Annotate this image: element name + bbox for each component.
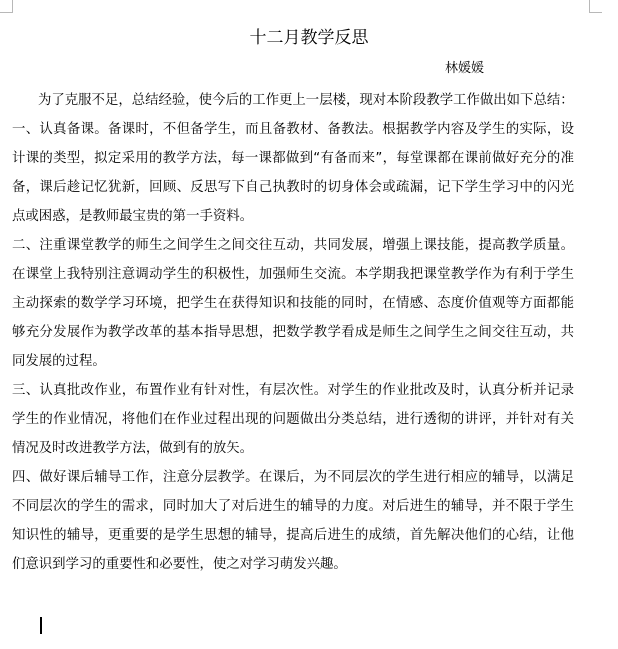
page-corner-mark-left (0, 0, 13, 13)
document-body[interactable] (12, 86, 574, 579)
paragraph-section-4: 四、做好课后辅导工作，注意分层教学。在课后，为不同层次的学生进行相应的辅导，以满足不同层次的学生的需求，同时加大了对后进生的辅导的力度。对后进生的辅导，并不限于学生知识性的辅导，更重要的是学生思想的辅导，提高后进生的成绩，首先解决他们的心结，让他们意识到学习的重要性和必要性，使之对学习萌发兴趣。 (12, 470, 574, 572)
document-author: 林媛媛 (445, 61, 485, 76)
paragraph-intro: 为了克服不足，总结经验，使今后的工作更上一层楼，现对本阶段教学工作做出如下总结： (38, 93, 574, 108)
page-corner-mark-right (589, 0, 602, 13)
text-cursor (40, 617, 42, 634)
paragraph-section-2: 二、注重课堂教学的师生之间学生之间交往互动，共同发展，增强上课技能，提高教学质量。在课堂上我特别注意调动学生的积极性，加强师生交流。本学期我把课堂教学作为有利于学生主动探索的数学学习环境，把学生在获得知识和技能的同时，在情感、态度价值观等方面都能够充分发展作为教学改革的基本指导思想，把数学教学看成是师生之间学生之间交往互动，共同发展的过程。 (12, 238, 574, 369)
paragraph-section-1: 一、认真备课。备课时，不但备学生，而且备教材、备教法。根据教学内容及学生的实际，设计课的类型，拟定采用的教学方法，每一课都做到“有备而来”，每堂课都在课前做好充分的准备，课后趁记忆犹新，回顾、反思写下自己执教时的切身体会或疏漏，记下学生学习中的闪光点或困惑，是教师最宝贵的第一手资料。 (12, 122, 574, 224)
document-title: 十二月教学反思 (249, 28, 369, 48)
paragraph-section-3: 三、认真批改作业，布置作业有针对性，有层次性。对学生的作业批改及时，认真分析并记录学生的作业情况，将他们在作业过程出现的问题做出分类总结，进行透彻的讲评，并针对有关情况及时改进教学方法，做到有的放矢。 (12, 383, 574, 456)
